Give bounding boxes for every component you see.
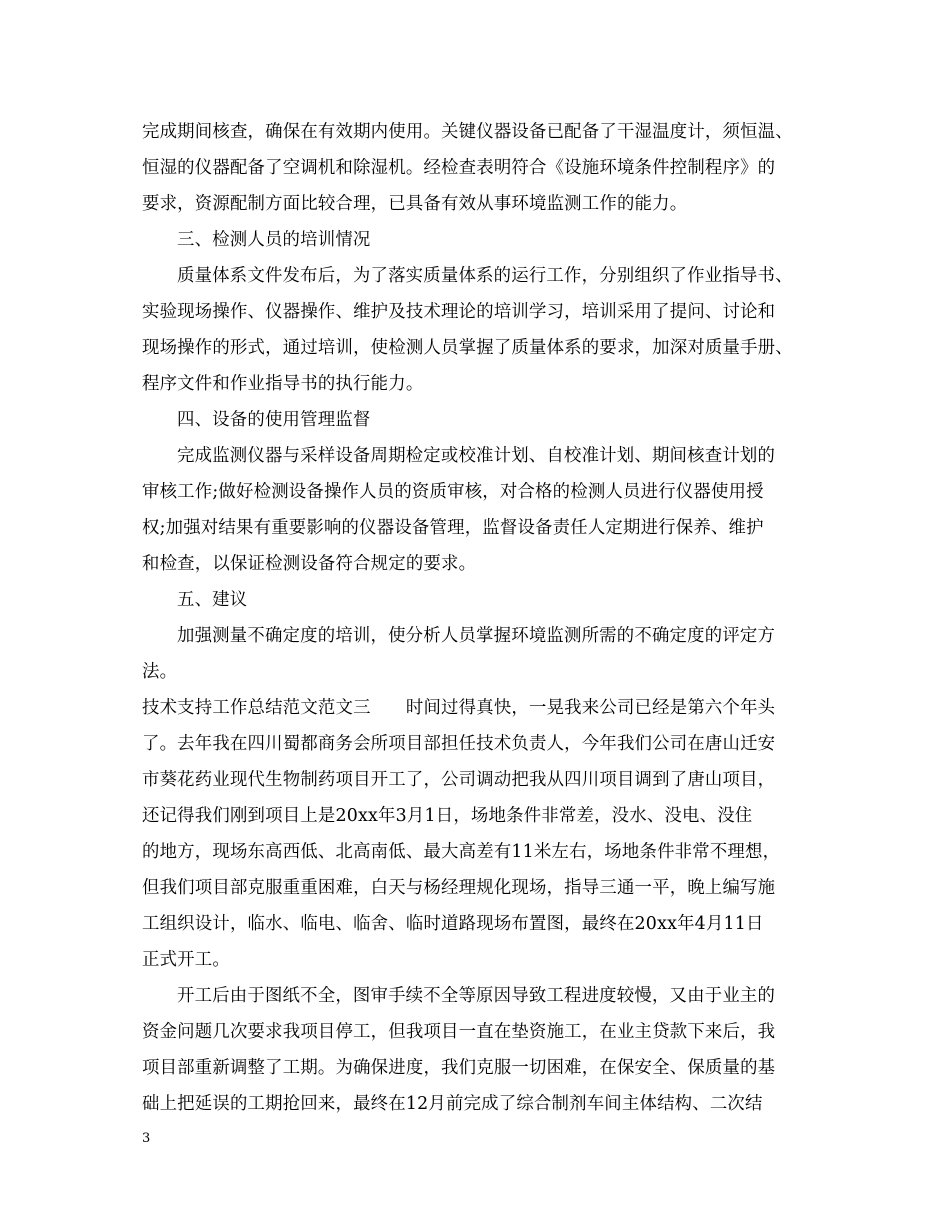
section-heading: 五、建议 bbox=[177, 590, 248, 610]
paragraph-line: 要求，资源配制方面比较合理，已具备有效从事环境监测工作的能力。 bbox=[142, 194, 688, 214]
section-heading: 三、检测人员的培训情况 bbox=[177, 230, 371, 250]
paragraph-line: 法。 bbox=[142, 662, 178, 682]
paragraph-line: 权;加强对结果有重要影响的仪器设备管理，监督设备责任人定期进行保养、维护 bbox=[142, 518, 764, 538]
paragraph-line: 础上把延误的工期抢回来，最终在12月前完成了综合制剂车间主体结构、二次结 bbox=[142, 1094, 763, 1114]
paragraph-line: 开工后由于图纸不全，图审手续不全等原因导致工程进度较慢，又由于业主的 bbox=[177, 986, 776, 1006]
section-heading: 四、设备的使用管理监督 bbox=[177, 410, 371, 430]
paragraph-line: 了。去年我在四川蜀都商务会所项目部担任技术负责人，今年我们公司在唐山迁安 bbox=[142, 734, 776, 754]
article-title-line: 技术支持工作总结范文范文三 时间过得真快，一晃我来公司已经是第六个年头 bbox=[142, 698, 776, 718]
paragraph-line: 项目部重新调整了工期。为确保进度，我们克服一切困难，在保安全、保质量的基 bbox=[142, 1058, 776, 1078]
page-number: 3 bbox=[142, 1131, 151, 1146]
paragraph-line: 正式开工。 bbox=[142, 950, 230, 970]
paragraph-line: 完成监测仪器与采样设备周期检定或校准计划、自校准计划、期间核查计划的 bbox=[177, 446, 776, 466]
paragraph-line: 工组织设计，临水、临电、临舍、临时道路现场布置图，最终在20xx年4月11日 bbox=[142, 914, 764, 934]
paragraph-line: 资金问题几次要求我项目停工，但我项目一直在垫资施工，在业主贷款下来后，我 bbox=[142, 1022, 776, 1042]
paragraph-line: 实验现场操作、仪器操作、维护及技术理论的培训学习，培训采用了提问、讨论和 bbox=[142, 302, 776, 322]
paragraph-line: 质量体系文件发布后，为了落实质量体系的运行工作，分别组织了作业指导书、 bbox=[177, 266, 793, 286]
paragraph-line: 还记得我们刚到项目上是20xx年3月1日，场地条件非常差，没水、没电、没住 bbox=[142, 806, 753, 826]
paragraph-line: 和检查，以保证检测设备符合规定的要求。 bbox=[142, 554, 477, 574]
paragraph-line: 审核工作;做好检测设备操作人员的资质审核，对合格的检测人员进行仪器使用授 bbox=[142, 482, 764, 502]
paragraph-line: 完成期间核查，确保在有效期内使用。关键仪器设备已配备了干湿温度计，须恒温、 bbox=[142, 122, 793, 142]
paragraph-line: 恒湿的仪器配备了空调机和除湿机。经检查表明符合《设施环境条件控制程序》的 bbox=[142, 158, 776, 178]
paragraph-line: 市葵花药业现代生物制药项目开工了，公司调动把我从四川项目调到了唐山项目， bbox=[142, 770, 776, 790]
paragraph-line: 程序文件和作业指导书的执行能力。 bbox=[142, 374, 424, 394]
paragraph-line: 现场操作的形式，通过培训，使检测人员掌握了质量体系的要求，加深对质量手册、 bbox=[142, 338, 793, 358]
paragraph-line: 加强测量不确定度的培训，使分析人员掌握环境监测所需的不确定度的评定方 bbox=[177, 626, 776, 646]
paragraph-line: 但我们项目部克服重重困难，白天与杨经理规化现场，指导三通一平，晚上编写施 bbox=[142, 878, 776, 898]
paragraph-line: 的地方，现场东高西低、北高南低、最大高差有11米左右，场地条件非常不理想， bbox=[142, 842, 781, 862]
